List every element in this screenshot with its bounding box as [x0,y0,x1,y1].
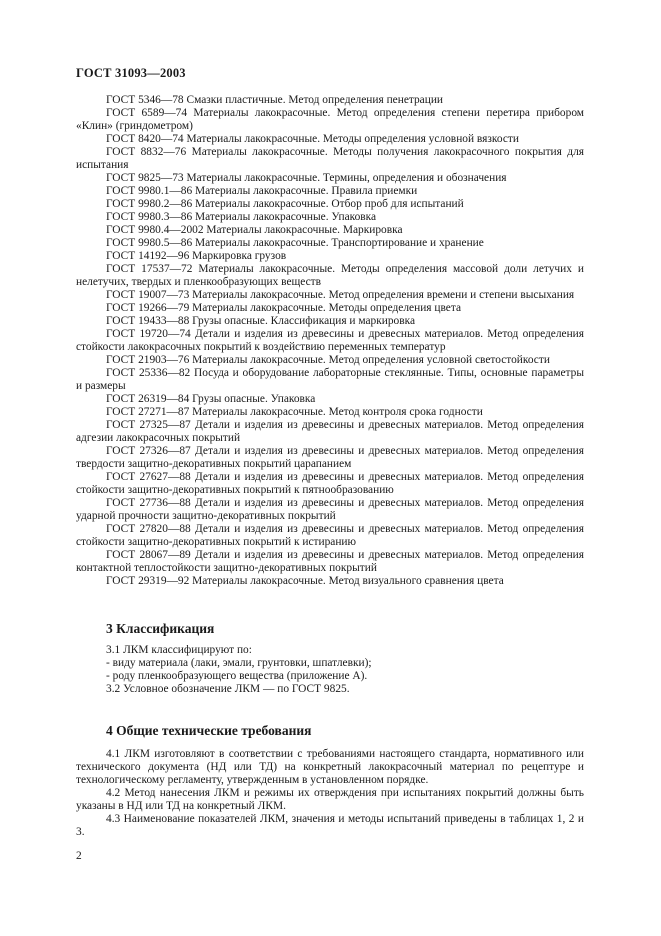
reference-item: ГОСТ 9980.5—86 Материалы лакокрасочные. Транспортирование и хранение [106,237,484,249]
reference-item: ГОСТ 19433—88 Грузы опасные. Классификация и маркировка [106,315,416,327]
section-4-body [76,748,584,839]
reference-item: ГОСТ 5346—78 Смазки пластичные. Метод определения пенетрации [106,94,444,106]
reference-item: ГОСТ 19007—73 Материалы лакокрасочные. Метод определения времени и степени высыхания [106,289,575,301]
page-number: 2 [76,850,82,862]
reference-item: ГОСТ 8832—76 Материалы лакокрасочные. Методы получения лакокрасочного покрытия для испытания [76,146,584,171]
reference-item: ГОСТ 28067—89 Детали и изделия из древесины и древесных материалов. Метод определения контактной теплостойкости защитно-декоративных покрытий [76,549,584,574]
reference-item: ГОСТ 27736—88 Детали и изделия из древесины и древесных материалов. Метод определения ударной прочности защитно-декоративных покрытий [76,497,584,522]
reference-item: ГОСТ 27326—87 Детали и изделия из древесины и древесных материалов. Метод определения твердости защитно-декоративных покрытий царапанием [76,445,584,470]
classification-line: - роду пленкообразующего вещества (приложение А). [106,670,368,682]
classification-line: 3.2 Условное обозначение ЛКМ — по ГОСТ 9825. [106,683,350,695]
reference-item: ГОСТ 19720—74 Детали и изделия из древесины и древесных материалов. Метод определения стойкости лакокрасочных покрытий к воздействию переменных температур [76,328,584,353]
reference-item: ГОСТ 27325—87 Детали и изделия из древесины и древесных материалов. Метод определения адгезии лакокрасочных покрытий [76,419,584,444]
reference-item: ГОСТ 19266—79 Материалы лакокрасочные. Методы определения цвета [106,302,462,314]
reference-item: ГОСТ 6589—74 Материалы лакокрасочные. Метод определения степени перетира прибором «Клин» (гриндометром) [76,107,584,132]
reference-item: ГОСТ 9980.2—86 Материалы лакокрасочные. Отбор проб для испытаний [106,198,464,210]
reference-item: ГОСТ 27820—88 Детали и изделия из древесины и древесных материалов. Метод определения стойкости защитно-декоративных покрытий к истиранию [76,523,584,548]
classification-line: 3.1 ЛКМ классифицируют по: [106,644,252,656]
section-3-heading: 3 Классификация [106,621,215,636]
reference-item: ГОСТ 9980.1—86 Материалы лакокрасочные. Правила приемки [106,185,418,197]
section-3-body [106,644,586,696]
reference-item: ГОСТ 14192—96 Маркировка грузов [106,250,287,262]
reference-item: ГОСТ 26319—84 Грузы опасные. Упаковка [106,393,316,405]
reference-item: ГОСТ 9980.3—86 Материалы лакокрасочные. Упаковка [106,211,377,223]
reference-item: ГОСТ 17537—72 Материалы лакокрасочные. Методы определения массовой доли летучих и нелетучих, твердых и пленкообразующих веществ [76,263,584,288]
paragraph: 4.2 Метод нанесения ЛКМ и режимы их отверждения при испытаниях покрытий должны быть указаны в НД или ТД на конкретный ЛКМ. [76,787,584,812]
paragraph: 4.1 ЛКМ изготовляют в соответствии с требованиями настоящего стандарта, нормативного или технического документа (НД или ТД) на конкретный лакокрасочный материал по рецептуре и технологическому регламенту, утвержденным в установленном порядке. [76,748,584,786]
section-4-heading: 4 Общие технические требования [106,723,312,738]
classification-line: - виду материала (лаки, эмали, грунтовки, шпатлевки); [106,657,372,669]
paragraph: 4.3 Наименование показателей ЛКМ, значения и методы испытаний приведены в таблицах 1, 2 и 3. [76,813,584,838]
reference-item: ГОСТ 9825—73 Материалы лакокрасочные. Термины, определения и обозначения [106,172,507,184]
reference-item: ГОСТ 27271—87 Материалы лакокрасочные. Метод контроля срока годности [106,406,483,418]
reference-item: ГОСТ 27627—88 Детали и изделия из древесины и древесных материалов. Метод определения стойкости защитно-декоративных покрытий к пятнообразованию [76,471,584,496]
reference-item: ГОСТ 9980.4—2002 Материалы лакокрасочные. Маркировка [106,224,403,236]
normative-references-list [76,94,584,588]
reference-item: ГОСТ 8420—74 Материалы лакокрасочные. Методы определения условной вязкости [106,133,519,145]
reference-item: ГОСТ 29319—92 Материалы лакокрасочные. Метод визуального сравнения цвета [106,575,504,587]
document-header: ГОСТ 31093—2003 [76,66,186,80]
reference-item: ГОСТ 21903—76 Материалы лакокрасочные. Метод определения условной светостойкости [106,354,550,366]
reference-item: ГОСТ 25336—82 Посуда и оборудование лабораторные стеклянные. Типы, основные параметры и размеры [76,367,584,392]
